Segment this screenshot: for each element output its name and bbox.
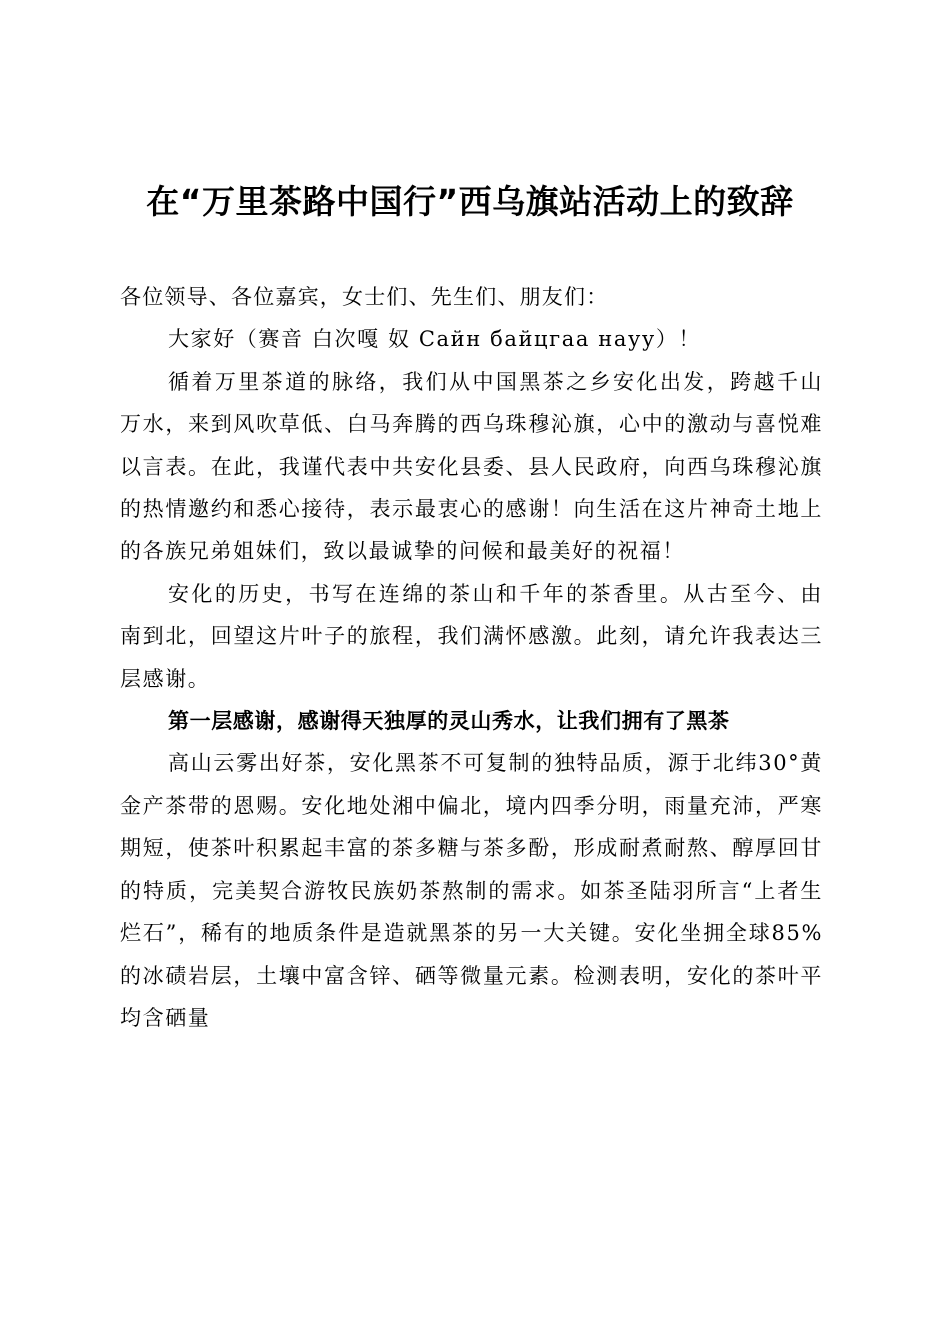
document-body <box>120 276 823 1039</box>
document-title: 在“万里茶路中国行”西乌旗站活动上的致辞 <box>146 182 794 221</box>
greeting: 大家好（赛音 白次嘎 奴 Сайн байцгаа науу）！ <box>168 327 702 352</box>
section-heading: 第一层感谢，感谢得天独厚的灵山秀水，让我们拥有了黑茶 <box>168 709 730 734</box>
paragraph-section-one: 高山云雾出好茶，安化黑茶不可复制的独特品质，源于北纬30°黄金产茶带的恩赐。安化地处湘中偏北，境内四季分明，雨量充沛，严寒期短，使茶叶积累起丰富的茶多糖与茶多酚，形成耐煮耐熬、醇厚回甘的特质，完美契合游牧民族奶茶熬制的需求。如茶圣陆羽所言“上者生烂石”，稀有的地质条件是造就黑茶的另一大关键。安化坐拥全球85%的冰碛岩层，土壤中富含锌、硒等微量元素。检测表明，安化的茶叶平均含硒量 <box>120 751 823 1030</box>
paragraph-intro: 循着万里茶道的脉络，我们从中国黑茶之乡安化出发，跨越千山万水，来到风吹草低、白马奔腾的西乌珠穆沁旗，心中的激动与喜悦难以言表。在此，我谨代表中共安化县委、县人民政府，向西乌珠穆沁旗的热情邀约和悉心接待，表示最衷心的感谢！向生活在这片神奇土地上的各族兄弟姐妹们，致以最诚挚的问候和最美好的祝福！ <box>120 369 823 564</box>
paragraph-history: 安化的历史，书写在连绵的茶山和千年的茶香里。从古至今、由南到北，回望这片叶子的旅程，我们满怀感激。此刻，请允许我表达三层感谢。 <box>120 581 823 691</box>
salutation: 各位领导、各位嘉宾，女士们、先生们、朋友们： <box>120 285 609 309</box>
